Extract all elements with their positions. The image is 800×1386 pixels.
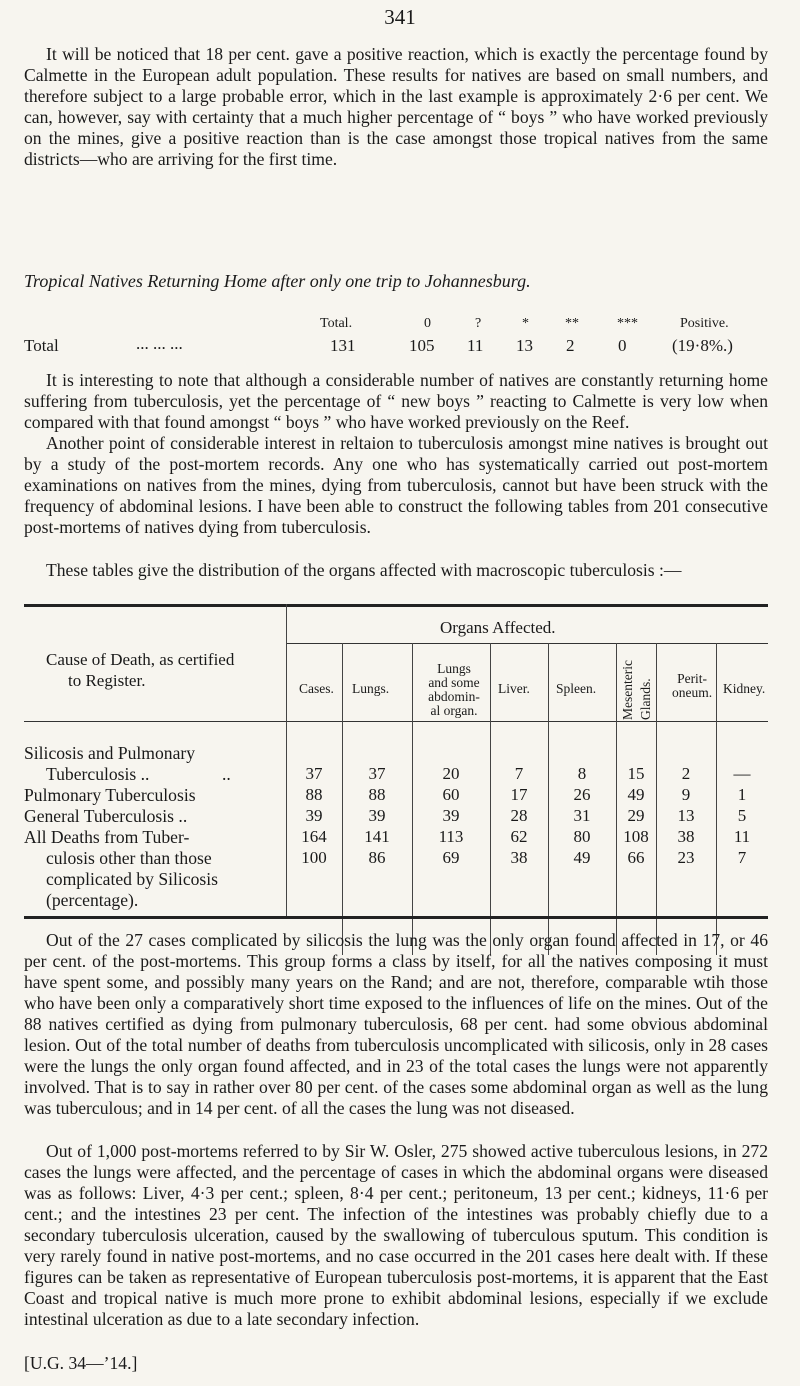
table-cell: 88 bbox=[368, 785, 386, 804]
value-one-star: 13 bbox=[516, 336, 533, 355]
col-glands: Glands. bbox=[638, 678, 653, 720]
table-cell: 69 bbox=[442, 848, 460, 867]
book-page bbox=[20, 0, 780, 1386]
paragraph-silicosis-analysis: Out of the 27 cases complicated by silicosis the lung was the only organ found affected in 17, or 46 per cent. of the post-mortems. This group forms a class by itself, for all the natives composing it must have spent some, and possibly many years on the Rand; and are not, therefore, comparable wtih those who have been only a comparatively short time exposed to the influences of life on the mines. Out of the 88 natives certified as dying from pulmonary tuberculosis, 68 per cent. had some obvious abdominal lesion. Out of the total number of deaths from tuberculosis uncomplicated with silicosis, only in 28 cases were the lungs the only organ found affected, and in 23 of the total cases the lungs were not apparently involved. That is to say in rather over 80 per cent. of the cases some abdominal organ as well as the lung was tuberculous; and in 14 per cent. of all the cases the lung was not diseased. bbox=[24, 930, 768, 1118]
col-lungs-abd-line4: al organ. bbox=[430, 703, 478, 718]
row-label-silicosis-2: Tuberculosis .. bbox=[46, 764, 150, 784]
row-label-silicosis: Silicosis and Pulmonary bbox=[24, 743, 196, 763]
col-divider bbox=[412, 643, 413, 955]
table-cell: 37 bbox=[305, 764, 323, 783]
col-lungs-abd-line1: Lungs bbox=[437, 661, 471, 676]
table-cell: 15 bbox=[627, 764, 645, 783]
col-kidney: Kidney. bbox=[723, 681, 766, 696]
table-cell: — bbox=[733, 764, 751, 783]
col-lungs-abd-line2: and some bbox=[428, 675, 480, 690]
table-bottom-rule bbox=[24, 916, 768, 919]
col-divider bbox=[490, 643, 491, 955]
organs-affected-heading: Organs Affected. bbox=[440, 618, 556, 637]
paragraph-osler: Out of 1,000 post-mortems referred to by Sir W. Osler, 275 showed active tuberculous lesions, in 272 cases the lungs were affected, and the percentage of cases in which the abdominal organs were diseased was as follows: Liver, 4·3 per cent.; spleen, 8·4 per cent.; peritoneum, 13 per cent.; kidneys, 11·6 per cent.; and the intestines 23 per cent. The infection of the intestines was probably chiefly due to a secondary tuberculosis ulceration, caused by the swallowing of tuberculous sputum. This condition is very rarely found in native post-mortems, and no case occurred in the 201 cases here dealt with. If these figures can be taken as representative of European tuberculosis post-mortems, it is apparent that the East Coast and tropical native is much more prone to exhibit abdominal lesions, especially if we exclude intestinal ulceration as due to a late secondary infection. bbox=[24, 1141, 768, 1329]
table-cell: 49 bbox=[627, 785, 645, 804]
header-two-star: ** bbox=[565, 316, 579, 331]
col-spleen: Spleen. bbox=[556, 681, 597, 696]
row-label-all-deaths-3: complicated by Silicosis bbox=[46, 869, 219, 889]
col-divider bbox=[342, 643, 343, 955]
table-cell: 38 bbox=[510, 848, 528, 867]
row-leader-dots: ... ... ... bbox=[136, 334, 183, 353]
returning-natives-table bbox=[24, 310, 768, 354]
table-cell: 11 bbox=[733, 827, 751, 846]
table-cell: 108 bbox=[623, 827, 649, 846]
table-top-rule bbox=[24, 604, 768, 607]
row-label-general: General Tuberculosis .. bbox=[24, 806, 188, 826]
table-cell: 113 bbox=[438, 827, 464, 846]
table-cell: 7 bbox=[514, 764, 524, 783]
value-two-star: 2 bbox=[566, 336, 575, 355]
table-cell: 38 bbox=[677, 827, 695, 846]
table-cell: 39 bbox=[442, 806, 460, 825]
paragraph-post-mortem: Another point of considerable interest in reltaion to tuberculosis amongst mine natives is brought out by a study of the post-mortem records. Any one who has systematically carried out post-mortem examinations on natives from the mines, dying from tuberculosis, cannot but have been struck with the frequency of abdominal lesions. I have been able to construct the following tables from 201 consecutive post-mortems of natives dying from tuberculosis. bbox=[24, 433, 768, 537]
table-cell: 49 bbox=[573, 848, 591, 867]
col-perit-line2: oneum. bbox=[672, 685, 713, 700]
table-cell: 7 bbox=[737, 848, 747, 867]
table-cell: 8 bbox=[577, 764, 587, 783]
value-three-star: 0 bbox=[618, 336, 627, 355]
header-zero: 0 bbox=[424, 316, 431, 331]
col-liver: Liver. bbox=[498, 681, 530, 696]
table-cell: 66 bbox=[627, 848, 645, 867]
table-cell: 1 bbox=[737, 785, 747, 804]
col-lungs: Lungs. bbox=[352, 681, 390, 696]
table-cell: 80 bbox=[573, 827, 591, 846]
table-cell: 20 bbox=[442, 764, 460, 783]
table-cell: 29 bbox=[627, 806, 645, 825]
footer-reference: [U.G. 34—’14.] bbox=[24, 1353, 138, 1373]
header-total: Total. bbox=[320, 316, 353, 331]
header-positive: Positive. bbox=[680, 316, 729, 331]
row-label-all-deaths: All Deaths from Tuber- bbox=[24, 827, 190, 847]
table-cell: 23 bbox=[677, 848, 695, 867]
table-cell: 5 bbox=[737, 806, 747, 825]
cause-header-2: to Register. bbox=[68, 671, 146, 690]
table-cell: 39 bbox=[305, 806, 323, 825]
subheading-tropical-natives: Tropical Natives Returning Home after only one trip to Johannesburg. bbox=[24, 271, 531, 291]
col-perit-line1: Perit- bbox=[677, 671, 708, 686]
table-cell: 13 bbox=[677, 806, 695, 825]
value-doubtful: 11 bbox=[467, 336, 484, 355]
table-cell: 100 bbox=[301, 848, 327, 867]
value-positive: (19·8%.) bbox=[672, 336, 733, 355]
header-one-star: * bbox=[522, 316, 529, 331]
paragraph-calmette-results: It will be noticed that 18 per cent. gave a positive reaction, which is exactly the percentage found by Calmette in the European adult population. These results for natives are based on small numbers, and therefore subject to a large probable error, which in the last example is approximately 2·6 per cent. We can, however, say with certainty that a much higher percentage of “ boys ” who have worked previously on the mines, give a positive reaction than is the case amongst those tropical natives from the same districts—who are arriving for the first time. bbox=[24, 44, 768, 169]
row-label-pulmonary: Pulmonary Tuberculosis bbox=[24, 785, 196, 805]
table-cell: 9 bbox=[681, 785, 691, 804]
value-zero: 105 bbox=[409, 336, 435, 355]
header-doubtful: ? bbox=[475, 316, 482, 331]
table-cell: 37 bbox=[368, 764, 386, 783]
col-lungs-abdominal bbox=[422, 662, 486, 718]
row-label-total: Total bbox=[24, 336, 59, 355]
col-cases: Cases. bbox=[299, 681, 334, 696]
paragraph-new-boys: It is interesting to note that although a considerable number of natives are constantly returning home suffering from tuberculosis, yet the percentage of “ new boys ” reacting to Calmette is very low when compared with that found amongst “ boys ” who have worked previously on the Reef. bbox=[24, 370, 768, 432]
row-label-percentage: (percentage). bbox=[46, 890, 139, 910]
row-label-all-deaths-2: culosis other than those bbox=[46, 848, 212, 868]
header-three-star: *** bbox=[617, 316, 638, 331]
table-cell: 2 bbox=[681, 764, 691, 783]
col-peritoneum bbox=[672, 672, 712, 700]
table-cell: 141 bbox=[364, 827, 390, 846]
table-cell: 88 bbox=[305, 785, 323, 804]
row-label-silicosis-dots: .. bbox=[222, 764, 231, 784]
page-number: 341 bbox=[384, 5, 416, 29]
col-divider bbox=[548, 643, 549, 955]
table-cell: 60 bbox=[442, 785, 460, 804]
table-cell: 164 bbox=[301, 827, 327, 846]
cause-header: Cause of Death, as certified bbox=[46, 650, 235, 669]
table-cell: 17 bbox=[510, 785, 528, 804]
col-mesenteric: Mesenteric bbox=[620, 660, 635, 720]
table-cell: 39 bbox=[368, 806, 386, 825]
organs-group-rule bbox=[286, 643, 768, 644]
table-cell: 26 bbox=[573, 785, 591, 804]
table-cell: 62 bbox=[510, 827, 528, 846]
col-divider bbox=[286, 604, 287, 916]
table-cell: 86 bbox=[368, 848, 386, 867]
table-cell: 28 bbox=[510, 806, 528, 825]
paragraph-tables-intro: These tables give the distribution of the organs affected with macroscopic tuberculosis :— bbox=[46, 560, 682, 580]
col-lungs-abd-line3: abdomin- bbox=[428, 689, 480, 704]
table-cell: 31 bbox=[573, 806, 591, 825]
value-total: 131 bbox=[330, 336, 356, 355]
